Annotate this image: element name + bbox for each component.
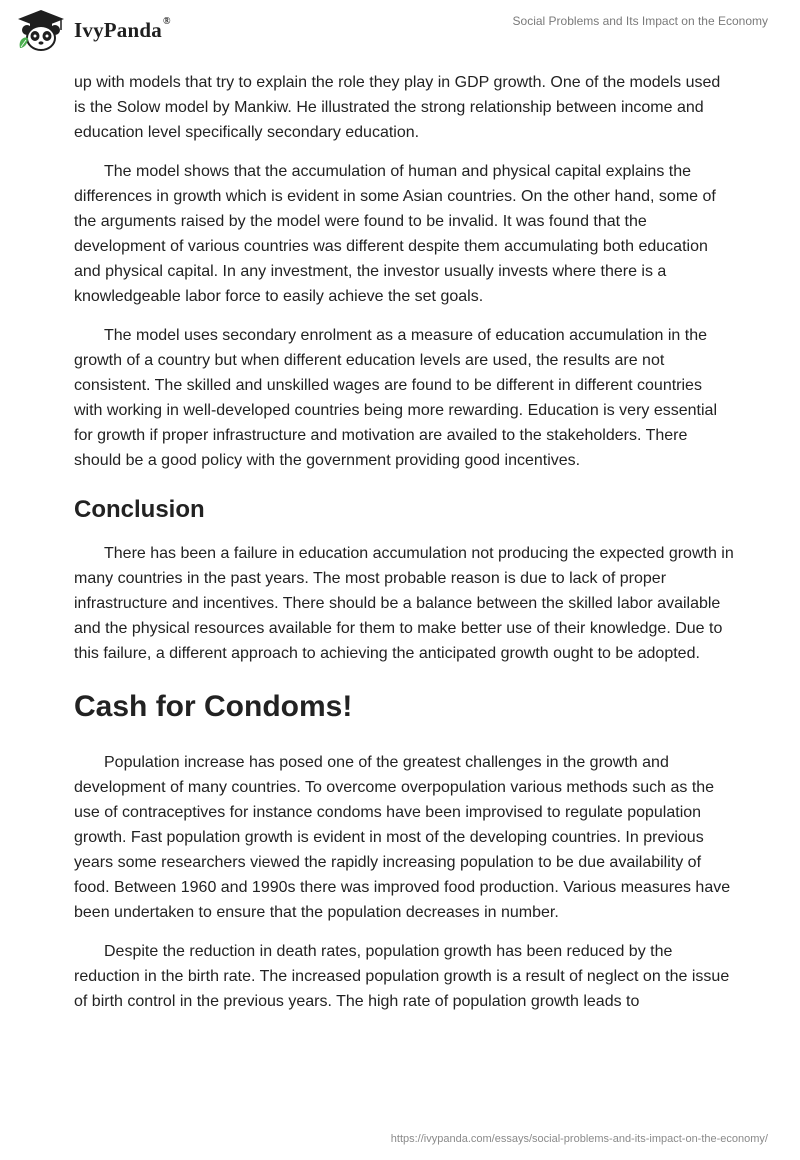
paragraph: The model shows that the accumulation of human and physical capital explains the differences in growth which is evident in some Asian countries. On the other hand, some of the arguments raised by the model were found to be invalid. It was found that the development of various countries was different despite them accumulating both education and physical capital. In any investment, the investor usually invests where there is a knowledgeable labor force to easily achieve the set goals. [74,163,716,305]
section-heading: Cash for Condoms! [74,690,353,723]
page-header [0,0,800,66]
paragraph: The model uses secondary enrolment as a measure of education accumulation in the growth of a country but when different education levels are used, the results are not consistent. The skilled and unskilled wages are found to be different in different countries with working in well-developed countries being more rewarding. Education is very essential for growth if proper infrastructure and motivation are availed to the stakeholders. There should be a good policy with the government providing good incentives. [74,327,717,469]
panda-graduate-icon [14,8,68,52]
source-url-link[interactable]: https://ivypanda.com/essays/social-problems-and-its-impact-on-the-economy/ [390,1133,768,1145]
conclusion-heading: Conclusion [74,496,205,523]
paragraph: up with models that try to explain the role they play in GDP growth. One of the models used is the Solow model by Mankiw. He illustrated the strong relationship between income and education level specifically secondary education. [74,74,721,141]
brand-name: IvyPanda® [74,15,171,42]
registered-mark: ® [162,15,171,27]
paragraph: Despite the reduction in death rates, population growth has been reduced by the reduction in the birth rate. The increased population growth is a result of neglect on the issue of birth control in the previous years. The high rate of population growth leads to [74,943,730,1010]
paragraph: Population increase has posed one of the greatest challenges in the growth and development of many countries. To overcome overpopulation various methods such as the use of contraceptives for instance condoms have been improvised to regulate population growth. Fast population growth is evident in most of the developing countries. In previous years some researchers viewed the rapidly increasing population to be due availability of food. Between 1960 and 1990s there was improved food production. Various measures have been undertaken to ensure that the population decreases in number. [74,754,731,921]
brand-logo[interactable] [14,8,171,52]
article-body [74,70,734,1028]
document-title: Social Problems and Its Impact on the Economy [512,14,768,28]
paragraph: There has been a failure in education accumulation not producing the expected growth in many countries in the past years. The most probable reason is due to lack of proper infrastructure and incentives. There should be a balance between the skilled labor available and the physical resources available for them to make better use of their knowledge. Due to this failure, a different approach to achieving the anticipated growth ought to be adopted. [74,545,734,662]
